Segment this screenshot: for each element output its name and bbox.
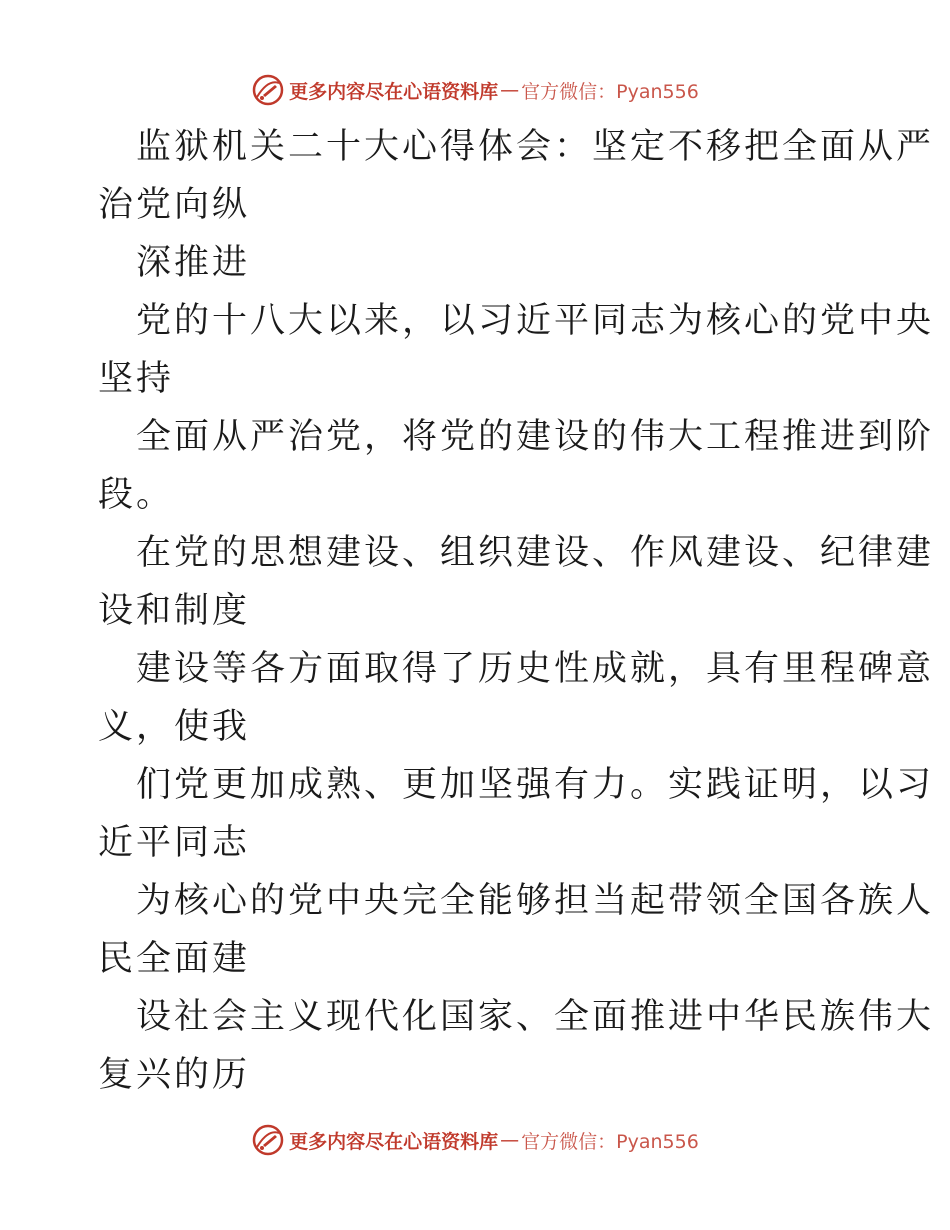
text-line: 民全面建 <box>98 939 251 979</box>
header-banner <box>0 70 950 110</box>
text-line: 近平同志 <box>98 823 251 863</box>
text-line: 坚持 <box>98 359 175 399</box>
banner-main-text: 更多内容尽在心语资料库 <box>289 80 499 103</box>
banner-main-text: 更多内容尽在心语资料库 <box>289 1130 499 1153</box>
footer-banner <box>0 1120 950 1160</box>
banner-wechat-text: 官方微信：Pyan556 <box>521 1130 699 1153</box>
text-line: 深推进 <box>136 243 251 283</box>
text-line: 设社会主义现代化国家、全面推进中华民族伟大 <box>136 997 935 1037</box>
banner-dash: — <box>500 1129 520 1151</box>
text-line: 义，使我 <box>98 707 251 747</box>
text-line: 复兴的历 <box>98 1055 251 1095</box>
text-line: 治党向纵 <box>98 185 251 225</box>
text-line: 监狱机关二十大心得体会：坚定不移把全面从严 <box>136 127 935 167</box>
text-line: 们党更加成熟、更加坚强有力。实践证明，以习 <box>136 765 935 805</box>
text-line: 全面从严治党，将党的建设的伟大工程推进到阶 <box>136 417 935 457</box>
red-pen-circle-logo-icon <box>251 1123 285 1157</box>
text-line: 段。 <box>98 475 175 515</box>
red-pen-circle-logo-icon <box>251 73 285 107</box>
text-line: 在党的思想建设、组织建设、作风建设、纪律建 <box>136 533 935 573</box>
text-line: 设和制度 <box>98 591 251 631</box>
document-body <box>98 118 935 1104</box>
banner-dash: — <box>500 79 520 101</box>
text-line: 建设等各方面取得了历史性成就，具有里程碑意 <box>136 649 935 689</box>
text-line: 为核心的党中央完全能够担当起带领全国各族人 <box>136 881 935 921</box>
text-line: 党的十八大以来，以习近平同志为核心的党中央 <box>136 301 935 341</box>
banner-wechat-text: 官方微信：Pyan556 <box>521 80 699 103</box>
